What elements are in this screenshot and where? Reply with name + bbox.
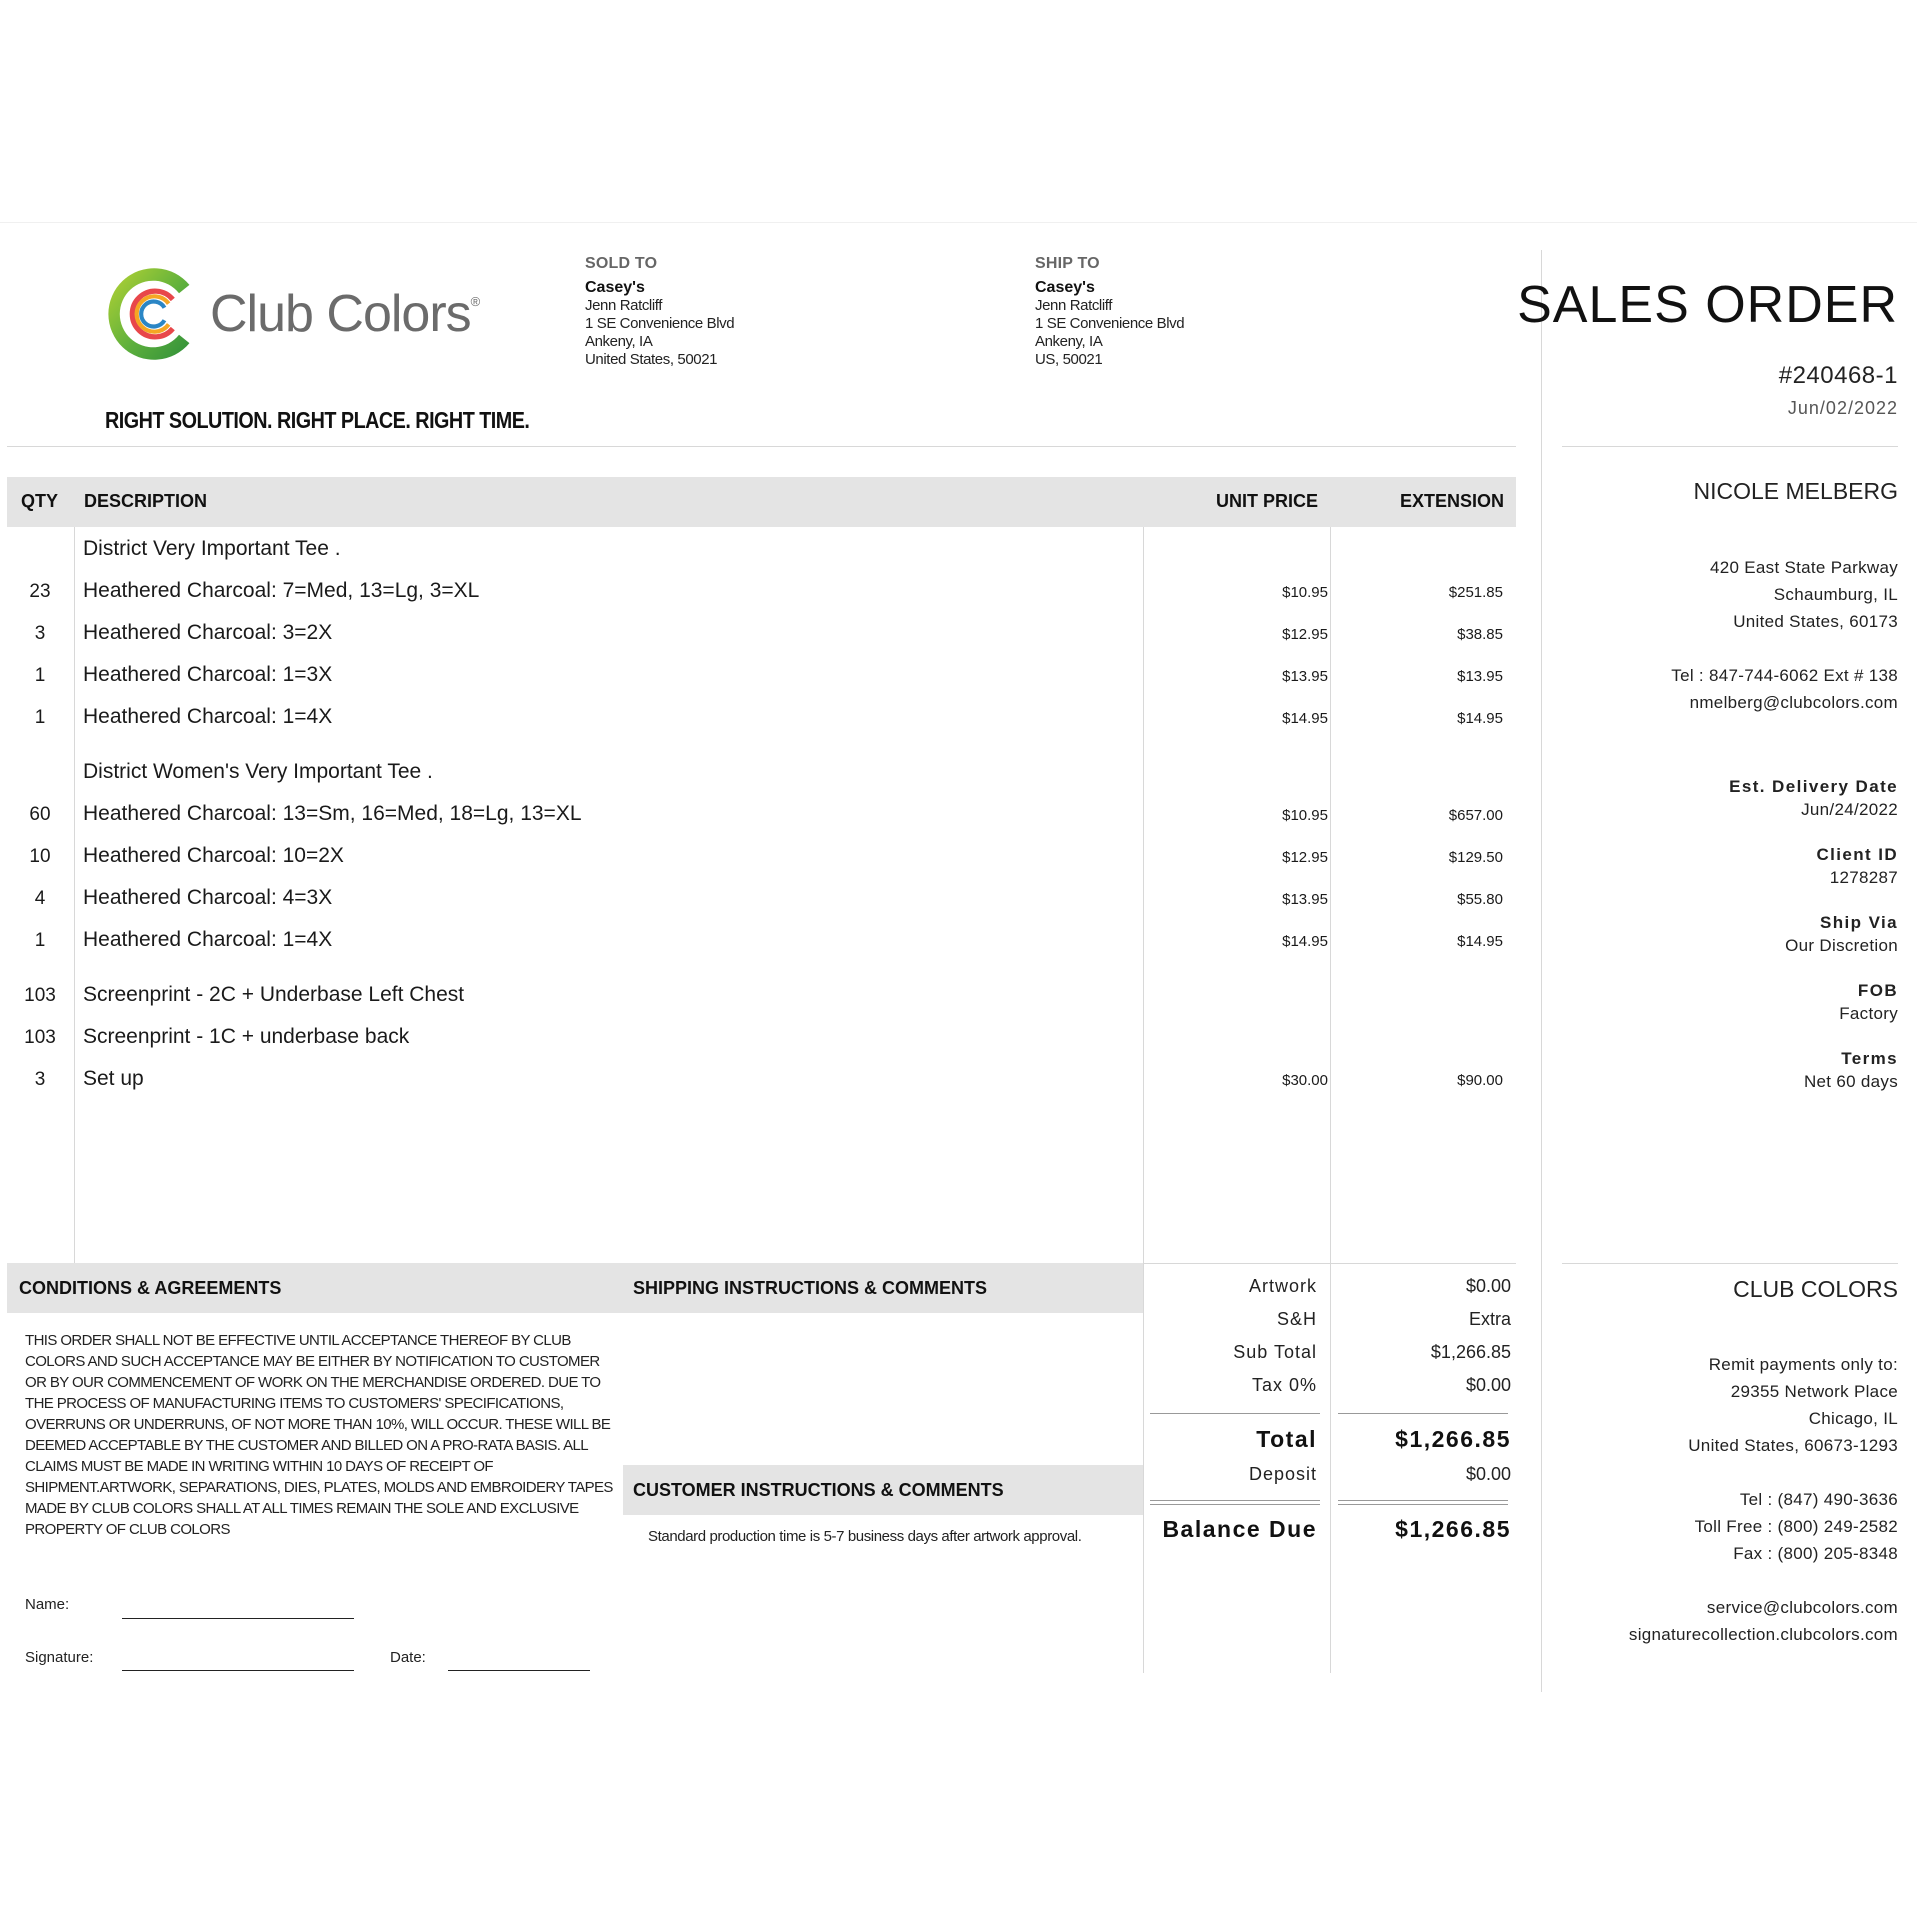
row-unit-price: $10.95 bbox=[1282, 584, 1328, 601]
row-description: Heathered Charcoal: 1=4X bbox=[83, 928, 333, 951]
signature-label: Signature: bbox=[25, 1649, 94, 1666]
remit-street: 29355 Network Place bbox=[1730, 1382, 1898, 1401]
row-extension: $657.00 bbox=[1448, 807, 1503, 824]
total-value: $1,266.85 bbox=[1395, 1426, 1511, 1452]
terms-value: Net 60 days bbox=[1803, 1072, 1898, 1091]
total-divider-left bbox=[1150, 1413, 1320, 1414]
right-panel-divider bbox=[1541, 250, 1542, 1692]
sold-to-city: Ankeny, IA bbox=[585, 333, 653, 350]
remit-tollfree: Toll Free : (800) 249-2582 bbox=[1694, 1517, 1898, 1536]
conditions-title: CONDITIONS & AGREEMENTS bbox=[19, 1278, 282, 1298]
sold-to-block bbox=[585, 255, 734, 369]
row-unit-price: $12.95 bbox=[1282, 849, 1328, 866]
row-qty: 10 bbox=[29, 846, 51, 867]
company-tagline: RIGHT SOLUTION. RIGHT PLACE. RIGHT TIME. bbox=[105, 407, 530, 433]
sold-to-street: 1 SE Convenience Blvd bbox=[585, 315, 735, 332]
row-description: Set up bbox=[83, 1067, 144, 1090]
customer-instructions-band bbox=[623, 1465, 1143, 1515]
table-row bbox=[7, 976, 1516, 1016]
remit-email[interactable]: service@clubcolors.com bbox=[1706, 1598, 1898, 1617]
table-row bbox=[7, 698, 1516, 738]
row-description: Heathered Charcoal: 1=3X bbox=[83, 663, 333, 686]
ship-to-country: US, 50021 bbox=[1035, 351, 1103, 368]
ship-to-block bbox=[1035, 255, 1184, 369]
shipping-instructions-title: SHIPPING INSTRUCTIONS & COMMENTS bbox=[633, 1278, 988, 1298]
row-unit-price: $30.00 bbox=[1282, 1072, 1328, 1089]
balance-due-value: $1,266.85 bbox=[1395, 1516, 1511, 1542]
rep-country: United States, 60173 bbox=[1733, 612, 1898, 631]
table-row bbox=[7, 1018, 1516, 1058]
date-label: Date: bbox=[390, 1649, 426, 1666]
delivery-date-value: Jun/24/2022 bbox=[1801, 800, 1898, 819]
fob-value: Factory bbox=[1839, 1004, 1898, 1023]
page-top-divider bbox=[0, 222, 1917, 223]
table-header bbox=[7, 477, 1516, 527]
remit-fax: Fax : (800) 205-8348 bbox=[1733, 1544, 1898, 1563]
table-row bbox=[7, 837, 1516, 877]
terms-label: Terms bbox=[1841, 1049, 1898, 1068]
remit-line: Remit payments only to: bbox=[1708, 1355, 1898, 1374]
balance-divider-right-1 bbox=[1338, 1500, 1508, 1501]
ship-via-value: Our Discretion bbox=[1785, 936, 1898, 955]
order-number: #240468-1 bbox=[1778, 362, 1898, 389]
table-row bbox=[7, 879, 1516, 919]
row-description: Screenprint - 1C + underbase back bbox=[83, 1025, 410, 1048]
row-extension: $14.95 bbox=[1457, 710, 1503, 727]
rep-city: Schaumburg, IL bbox=[1773, 585, 1898, 604]
right-panel-divider-bottom bbox=[1562, 1263, 1898, 1264]
tax-label: Tax 0% bbox=[1251, 1375, 1317, 1395]
rep-phone: Tel : 847-744-6062 Ext # 138 bbox=[1671, 666, 1898, 685]
totals-top-divider bbox=[1143, 1263, 1516, 1264]
balance-divider-left-1 bbox=[1150, 1500, 1320, 1501]
table-row bbox=[7, 921, 1516, 961]
logo-wordmark: Club Colors® bbox=[210, 285, 480, 343]
table-row bbox=[7, 1060, 1516, 1100]
sold-to-header: SOLD TO bbox=[585, 255, 658, 272]
remit-city: Chicago, IL bbox=[1808, 1409, 1898, 1428]
subtotal-label: Sub Total bbox=[1233, 1342, 1317, 1362]
row-qty: 1 bbox=[34, 930, 46, 951]
header-divider bbox=[7, 446, 1516, 447]
balance-divider-left-2 bbox=[1150, 1504, 1320, 1505]
row-description: Heathered Charcoal: 7=Med, 13=Lg, 3=XL bbox=[83, 579, 480, 602]
deposit-value: $0.00 bbox=[1465, 1464, 1511, 1484]
table-row bbox=[7, 530, 1516, 570]
ship-to-contact: Jenn Ratcliff bbox=[1035, 297, 1113, 314]
tax-value: $0.00 bbox=[1465, 1375, 1511, 1395]
remit-country: United States, 60673-1293 bbox=[1688, 1436, 1898, 1455]
balance-due-label: Balance Due bbox=[1162, 1516, 1317, 1542]
company-logo bbox=[100, 262, 480, 372]
col-extension-header: EXTENSION bbox=[1399, 491, 1504, 511]
row-description: Screenprint - 2C + Underbase Left Chest bbox=[83, 983, 465, 1006]
sold-to-name: Casey's bbox=[585, 279, 645, 296]
row-qty: 3 bbox=[34, 1069, 46, 1090]
table-row bbox=[7, 795, 1516, 835]
ship-via-label: Ship Via bbox=[1820, 913, 1898, 932]
balance-divider-right-2 bbox=[1338, 1504, 1508, 1505]
row-qty: 4 bbox=[34, 888, 46, 909]
ship-to-street: 1 SE Convenience Blvd bbox=[1035, 315, 1185, 332]
sold-to-country: United States, 50021 bbox=[585, 351, 718, 368]
artwork-label: Artwork bbox=[1248, 1276, 1317, 1296]
order-date: Jun/02/2022 bbox=[1787, 398, 1898, 418]
row-description: Heathered Charcoal: 10=2X bbox=[83, 844, 344, 867]
row-qty: 3 bbox=[34, 623, 46, 644]
deposit-label: Deposit bbox=[1248, 1464, 1317, 1484]
rep-street: 420 East State Parkway bbox=[1709, 558, 1898, 577]
row-qty: 23 bbox=[29, 581, 51, 602]
client-id-label: Client ID bbox=[1816, 845, 1898, 864]
row-unit-price: $13.95 bbox=[1282, 668, 1328, 685]
remit-phone: Tel : (847) 490-3636 bbox=[1739, 1490, 1898, 1509]
row-description: Heathered Charcoal: 3=2X bbox=[83, 621, 333, 644]
remit-website[interactable]: signaturecollection.clubcolors.com bbox=[1628, 1625, 1898, 1644]
remit-company: CLUB COLORS bbox=[1733, 1276, 1898, 1302]
table-row bbox=[7, 614, 1516, 654]
row-extension: $13.95 bbox=[1457, 668, 1503, 685]
row-qty: 103 bbox=[24, 1027, 56, 1048]
rep-email[interactable]: nmelberg@clubcolors.com bbox=[1689, 693, 1898, 712]
row-unit-price: $12.95 bbox=[1282, 626, 1328, 643]
col-unit-price-header: UNIT PRICE bbox=[1215, 491, 1318, 511]
row-description: Heathered Charcoal: 4=3X bbox=[83, 886, 333, 909]
customer-instructions-title: CUSTOMER INSTRUCTIONS & COMMENTS bbox=[633, 1480, 1004, 1500]
table-row bbox=[7, 753, 1516, 793]
row-extension: $129.50 bbox=[1448, 849, 1503, 866]
sh-label: S&H bbox=[1276, 1309, 1317, 1329]
fob-label: FOB bbox=[1857, 981, 1898, 1000]
row-unit-price: $14.95 bbox=[1282, 710, 1328, 727]
row-extension: $90.00 bbox=[1457, 1072, 1503, 1089]
name-field[interactable] bbox=[122, 1618, 354, 1619]
row-qty: 60 bbox=[29, 804, 51, 825]
row-extension: $251.85 bbox=[1448, 584, 1503, 601]
total-divider-right bbox=[1338, 1413, 1508, 1414]
sh-value: Extra bbox=[1468, 1309, 1511, 1329]
row-extension: $14.95 bbox=[1457, 933, 1503, 950]
row-unit-price: $10.95 bbox=[1282, 807, 1328, 824]
right-panel-divider-top bbox=[1562, 446, 1898, 447]
logo-ring-icon bbox=[100, 262, 204, 366]
client-id-value: 1278287 bbox=[1829, 868, 1898, 887]
ship-to-name: Casey's bbox=[1035, 279, 1095, 296]
delivery-date-label: Est. Delivery Date bbox=[1729, 777, 1898, 796]
row-qty: 1 bbox=[34, 665, 46, 686]
row-unit-price: $13.95 bbox=[1282, 891, 1328, 908]
row-description: District Women's Very Important Tee . bbox=[83, 760, 433, 783]
signature-field[interactable] bbox=[122, 1670, 354, 1671]
row-description: Heathered Charcoal: 13=Sm, 16=Med, 18=Lg, 13=XL bbox=[83, 802, 582, 825]
conditions-text: THIS ORDER SHALL NOT BE EFFECTIVE UNTIL ACCEPTANCE THEREOF BY CLUB COLORS AND SUCH ACCEPTANCE MAY BE EITHER BY NOTIFICATION TO CUSTOMER OR BY OUR COMMENCEMENT OF WORK ON THE MERCHANDISE ORDERED. DUE TO THE PROCESS OF MANUFACTURING ITEMS TO CUSTOMERS' SPECIFICATIONS, OVERRUNS OR UNDERRUNS, OF NOT MORE THAN 10%, WILL OCCUR. THESE WILL BE DEEMED ACCEPTABLE BY THE CUSTOMER AND BILLED ON A PRO-RATA BASIS. ALL CLAIMS MUST BE MADE IN WRITING WITHIN 10 DAYS OF RECEIPT OF SHIPMENT.ARTWORK, SEPARATIONS, DIES, PLATES, MOLDS AND EMBROIDERY TAPES MADE BY CLUB COLORS SHALL AT ALL TIMES REMAIN THE SOLE AND EXCLUSIVE PROPERTY OF CLUB COLORS bbox=[25, 1332, 613, 1538]
col-qty-header: QTY bbox=[21, 491, 59, 511]
row-extension: $55.80 bbox=[1457, 891, 1503, 908]
ship-to-header: SHIP TO bbox=[1035, 255, 1100, 272]
row-qty: 1 bbox=[34, 707, 46, 728]
row-qty: 103 bbox=[24, 985, 56, 1006]
document-title: SALES ORDER bbox=[1517, 276, 1898, 334]
sales-rep-name: NICOLE MELBERG bbox=[1693, 478, 1898, 504]
table-row bbox=[7, 656, 1516, 696]
subtotal-value: $1,266.85 bbox=[1430, 1342, 1511, 1362]
total-label: Total bbox=[1256, 1426, 1317, 1452]
sold-to-contact: Jenn Ratcliff bbox=[585, 297, 663, 314]
row-description: District Very Important Tee . bbox=[83, 537, 341, 560]
row-extension: $38.85 bbox=[1457, 626, 1503, 643]
date-field[interactable] bbox=[448, 1670, 590, 1671]
row-description: Heathered Charcoal: 1=4X bbox=[83, 705, 333, 728]
name-label: Name: bbox=[25, 1596, 70, 1613]
conditions-shipping-band bbox=[7, 1263, 1143, 1313]
artwork-value: $0.00 bbox=[1465, 1276, 1511, 1296]
customer-instructions-note: Standard production time is 5-7 business days after artwork approval. bbox=[648, 1528, 1082, 1545]
col-description-header: DESCRIPTION bbox=[84, 491, 208, 511]
ship-to-city: Ankeny, IA bbox=[1035, 333, 1103, 350]
table-row bbox=[7, 572, 1516, 612]
row-unit-price: $14.95 bbox=[1282, 933, 1328, 950]
